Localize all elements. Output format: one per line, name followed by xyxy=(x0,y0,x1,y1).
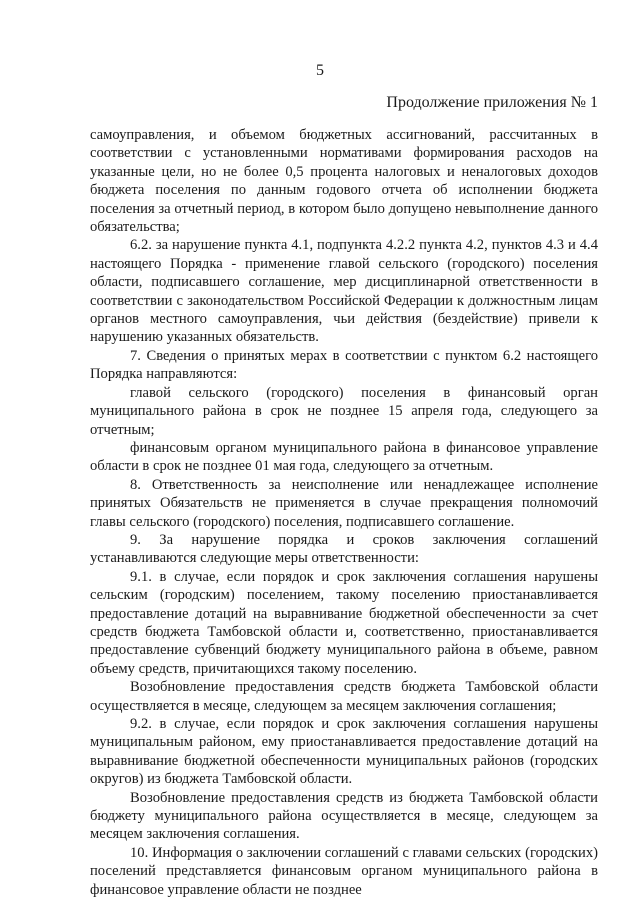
paragraph: 10. Информация о заключении соглашений с главами сельских (городских) поселений представляется финансовым органом муниципального района в финансовое управление области не позднее xyxy=(90,844,598,898)
paragraph: финансовым органом муниципального района в финансовое управление области в срок не позднее 01 мая года, следующего за отчетным. xyxy=(90,439,598,475)
paragraph: 6.2. за нарушение пункта 4.1, подпункта 4.2.2 пункта 4.2, пунктов 4.3 и 4.4 настоящего Порядка - применение главой сельского (городского) поселения области, подписавшего соглашение, мер дисциплинарной ответственности в соответствии с законодательством Российской Федерации к должностным лицам органов местного самоуправления, чьи действия (бездействие) привели к нарушению указанных обязательств. xyxy=(90,237,598,346)
paragraph: Возобновление предоставления средств бюджета Тамбовской области осуществляется в месяце, следующем за месяцем заключения соглашения; xyxy=(90,679,598,714)
appendix-note: Продолжение приложения № 1 xyxy=(386,94,598,111)
page-number: 5 xyxy=(316,62,324,79)
paragraph: 8. Ответственность за неисполнение или ненадлежащее исполнение принятых Обязательств не применяется в случае прекращения полномочий главы сельского (городского) поселения, подписавшего соглашение. xyxy=(90,476,598,530)
body-text xyxy=(90,126,598,899)
paragraph: 7. Сведения о принятых мерах в соответствии с пунктом 6.2 настоящего Порядка направляются: xyxy=(90,347,598,383)
paragraph: 9.2. в случае, если порядок и срок заключения соглашения нарушены муниципальным районом, ему приостанавливается предоставление дотаций на выравнивание бюджетной обеспеченности муниципальных районов (городских округов) из бюджета Тамбовской области. xyxy=(90,716,598,788)
paragraph: 9.1. в случае, если порядок и срок заключения соглашения нарушены сельским (городским) поселением, такому поселению приостанавливается предоставление дотаций на выравнивание бюджетной обеспеченности за счет средств бюджета Тамбовской области и, соответственно, приостанавливается предоставление субвенций бюджету муниципального района в объеме, равном объему средств, причитающихся такому поселению. xyxy=(90,568,598,677)
paragraph: самоуправления, и объемом бюджетных ассигнований, рассчитанных в соответствии с установленными нормативами формирования расходов на указанные цели, но не более 0,5 процента налоговых и неналоговых доходов бюджета поселения по данным годового отчета об исполнении бюджета поселения за отчетный период, в котором было допущено невыполнение данного обязательства; xyxy=(90,127,598,236)
paragraph: главой сельского (городского) поселения в финансовый орган муниципального района в срок не позднее 15 апреля года, следующего за отчетным; xyxy=(90,384,598,438)
paragraph: 9. За нарушение порядка и сроков заключения соглашений устанавливаются следующие меры ответственности: xyxy=(90,531,598,567)
paragraph: Возобновление предоставления средств из бюджета Тамбовской области бюджету муниципального района осуществляется в месяце, следующем за месяцем заключения соглашения. xyxy=(90,789,598,843)
